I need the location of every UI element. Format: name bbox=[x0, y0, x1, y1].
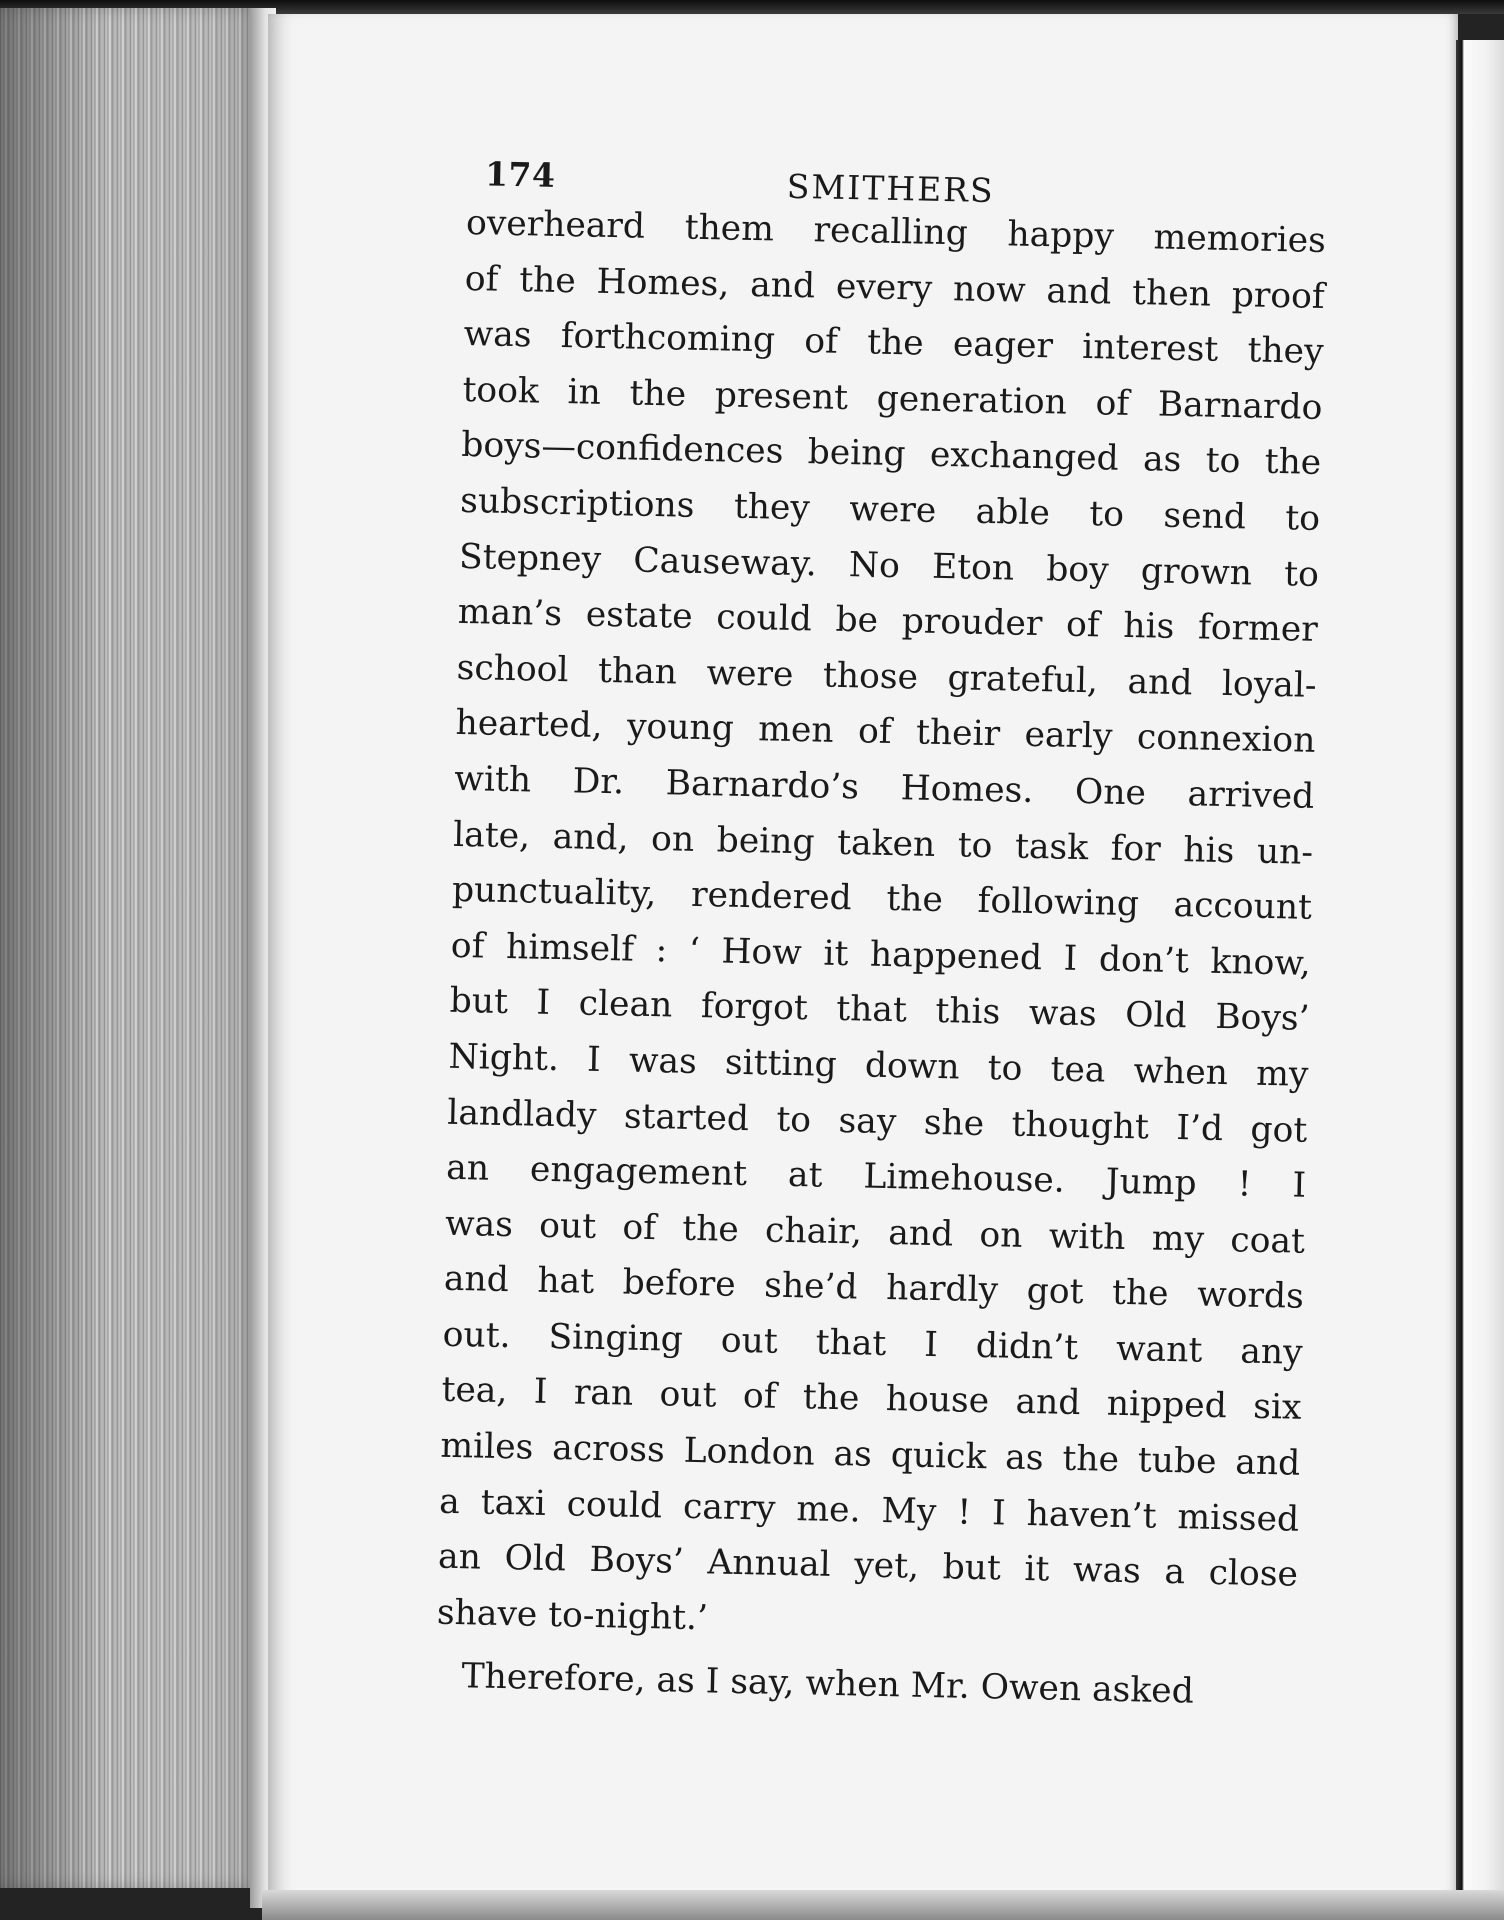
text-line: boys—confidences being exchanged as to the bbox=[460, 425, 1322, 484]
text-line: Night. I was sitting down to tea when my bbox=[448, 1036, 1309, 1095]
text-line: was forthcoming of the eager interest they bbox=[463, 314, 1324, 373]
paragraph-start-line: Therefore, as I say, when Mr. Owen asked bbox=[461, 1656, 1195, 1712]
text-line: out. Singing out that I didn’t want any bbox=[442, 1314, 1303, 1373]
body-text bbox=[435, 196, 1326, 1723]
text-line: punctuality, rendered the following account bbox=[451, 869, 1313, 928]
text-line: and hat before she’d hardly got the words bbox=[443, 1259, 1305, 1318]
page-number: 174 bbox=[484, 154, 556, 195]
running-title: SMITHERS bbox=[786, 166, 996, 211]
page-content bbox=[435, 130, 1328, 1723]
text-line: hearted, young men of their early connexion bbox=[455, 703, 1316, 762]
text-line: school than were those grateful, and loyal- bbox=[456, 647, 1317, 706]
text-line: an Old Boys’ Annual yet, but it was a close bbox=[437, 1536, 1299, 1595]
bottom-edge bbox=[262, 1890, 1504, 1920]
text-line: a taxi could carry me. My ! I haven’t missed bbox=[438, 1481, 1300, 1540]
right-page-edge bbox=[1456, 40, 1504, 1920]
text-line: of himself : ‘ How it happened I don’t know, bbox=[450, 925, 1312, 984]
text-line: was out of the chair, and on with my coat bbox=[444, 1203, 1306, 1262]
text-line: subscriptions they were able to send to bbox=[459, 480, 1321, 539]
text-line: but I clean forgot that this was Old Boys’ bbox=[449, 981, 1310, 1040]
text-line: miles across London as quick as the tube and bbox=[440, 1425, 1301, 1484]
text-line: landlady started to say she thought I’d got bbox=[447, 1092, 1308, 1151]
text-line: took in the present generation of Barnardo bbox=[462, 369, 1323, 428]
text-line: overheard them recalling happy memories bbox=[465, 202, 1327, 261]
text-line: of the Homes, and every now and then proof bbox=[464, 258, 1326, 317]
text-line: Stepney Causeway. No Eton boy grown to bbox=[458, 536, 1320, 595]
paragraph-end-line: shave to-night.’ bbox=[436, 1592, 709, 1639]
text-line: man’s estate could be prouder of his former bbox=[457, 592, 1319, 651]
text-line: with Dr. Barnardo’s Homes. One arrived bbox=[453, 758, 1315, 817]
text-line: late, and, on being taken to task for his un- bbox=[452, 814, 1314, 873]
text-line: tea, I ran out of the house and nipped six bbox=[441, 1370, 1302, 1429]
text-line: an engagement at Limehouse. Jump ! I bbox=[445, 1147, 1307, 1206]
page-stack-edges bbox=[0, 8, 262, 1888]
